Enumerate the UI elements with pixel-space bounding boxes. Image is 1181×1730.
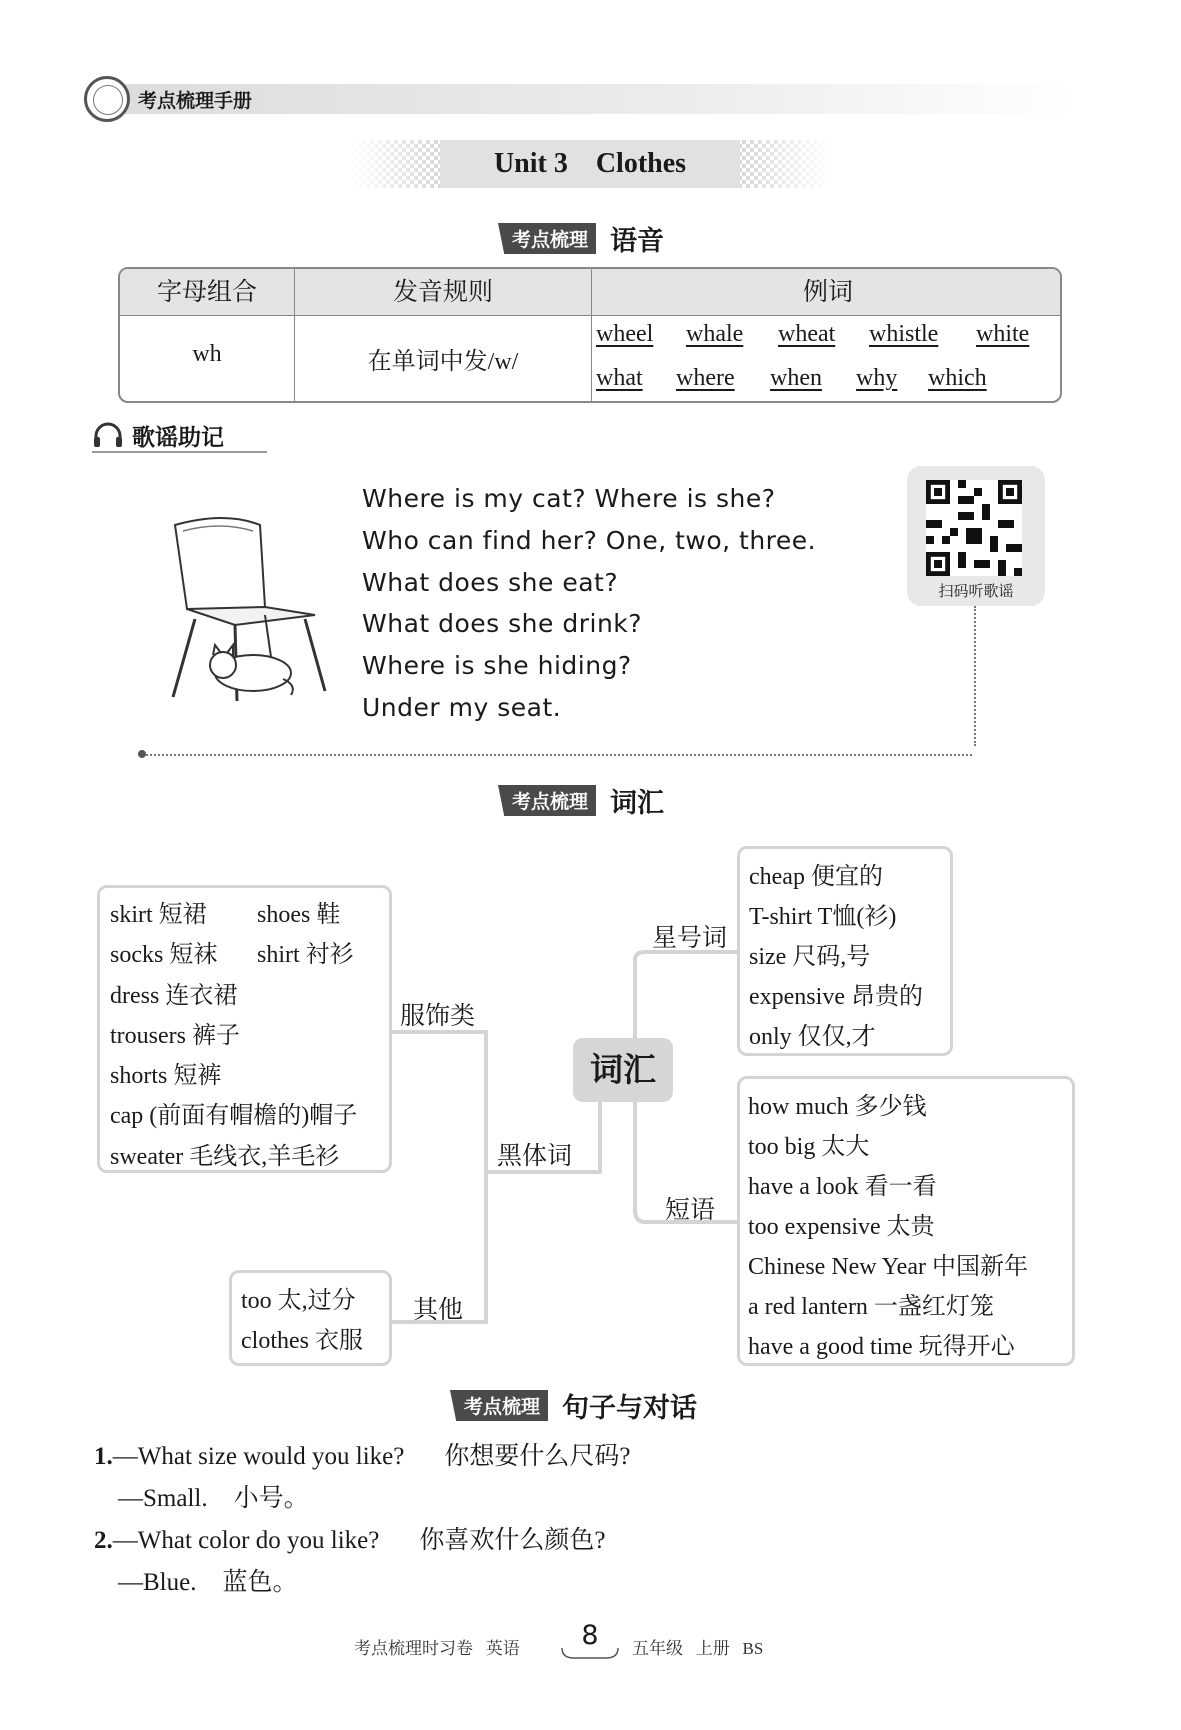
example-word: why <box>856 365 898 391</box>
vocab-item: dress 连衣裙 <box>110 983 238 1009</box>
table-header-rule: 发音规则 <box>295 269 591 315</box>
vocab-item: have a good time 玩得开心 <box>748 1334 1015 1360</box>
vocab-item: too big 太大 <box>748 1134 870 1160</box>
branch-phrases: 短语 <box>665 1195 716 1224</box>
dialogue-question-2: 2.—What color do you like? 你喜欢什么颜色? <box>94 1527 606 1554</box>
dialogue-question-1: 1.—What size would you like? 你想要什么尺码? <box>94 1443 631 1470</box>
song-label: 歌谣助记 <box>132 424 224 451</box>
vocab-item: skirt 短裙 <box>110 902 207 928</box>
example-word: wheat <box>778 321 836 347</box>
song-line: What does she eat? <box>362 568 619 597</box>
example-word: which <box>928 365 987 391</box>
table-header-combo: 字母组合 <box>120 269 294 315</box>
handbook-title: 考点梳理手册 <box>138 90 253 112</box>
vocab-item: too 太,过分 <box>241 1288 356 1314</box>
section-tag: 考点梳理 <box>504 223 596 254</box>
branch-other: 其他 <box>413 1295 464 1324</box>
letter-combo: wh <box>192 341 222 367</box>
page-number-bracket <box>560 1646 620 1660</box>
example-word: white <box>976 321 1030 347</box>
section-tag: 考点梳理 <box>504 785 596 816</box>
table-header-examples: 例词 <box>592 269 1062 315</box>
page-number: 8 <box>581 1620 599 1651</box>
song-line: Where is she hiding? <box>362 651 632 680</box>
section-title: 语音 <box>610 225 665 257</box>
example-word: what <box>596 365 643 391</box>
vocab-item: how much 多少钱 <box>748 1094 927 1120</box>
vocab-item: trousers 裤子 <box>110 1023 240 1049</box>
section-title: 词汇 <box>610 787 665 819</box>
vocab-item: a red lantern 一盏红灯笼 <box>748 1294 994 1320</box>
example-word: wheel <box>596 321 654 347</box>
vocab-item: shoes 鞋 <box>257 902 341 928</box>
footer-right: 五年级 上册 BS <box>632 1639 764 1658</box>
dialogue-answer-2: —Blue. 蓝色。 <box>118 1569 298 1596</box>
vocab-item: sweater 毛线衣,羊毛衫 <box>110 1144 340 1170</box>
vocab-center-node: 词汇 <box>573 1038 673 1102</box>
vocab-item: shorts 短裤 <box>110 1063 222 1089</box>
example-word: when <box>770 365 822 391</box>
vocab-item: T-shirt T恤(衫) <box>749 904 897 930</box>
vocab-item: clothes 衣服 <box>241 1328 363 1354</box>
branch-bold: 黑体词 <box>497 1141 573 1170</box>
footer-left: 考点梳理时习卷 英语 <box>354 1639 520 1658</box>
vocab-item: too expensive 太贵 <box>748 1214 935 1240</box>
branch-star: 星号词 <box>652 923 728 952</box>
section-heading-sentences <box>456 1388 697 1422</box>
vocab-item: size 尺码,号 <box>749 944 871 970</box>
dialogue-answer-1: —Small. 小号。 <box>118 1485 309 1512</box>
example-word: whale <box>686 321 744 347</box>
branch-clothing: 服饰类 <box>400 1001 476 1030</box>
vocab-item: expensive 昂贵的 <box>749 984 923 1010</box>
song-line: Under my seat. <box>362 693 562 722</box>
song-line: Where is my cat? Where is she? <box>362 484 776 513</box>
vocab-item: socks 短袜 <box>110 942 218 968</box>
section-tag: 考点梳理 <box>456 1390 548 1421</box>
section-title: 句子与对话 <box>562 1392 698 1424</box>
example-word: where <box>676 365 735 391</box>
song-line: Who can find her? One, two, three. <box>362 526 817 555</box>
unit-title: Unit 3 Clothes <box>440 140 740 188</box>
vocab-item: cap (前面有帽檐的)帽子 <box>110 1103 358 1129</box>
pronunciation-rule: 在单词中发/w/ <box>367 349 519 375</box>
vocab-item: shirt 衬衫 <box>257 942 354 968</box>
vocab-item: cheap 便宜的 <box>749 864 883 890</box>
qr-caption: 扫码听歌谣 <box>938 582 1014 600</box>
vocab-item: only 仅仅,才 <box>749 1024 876 1050</box>
vocab-item: Chinese New Year 中国新年 <box>748 1254 1028 1280</box>
vocab-item: have a look 看一看 <box>748 1174 937 1200</box>
song-line: What does she drink? <box>362 609 643 638</box>
example-word: whistle <box>869 321 939 347</box>
